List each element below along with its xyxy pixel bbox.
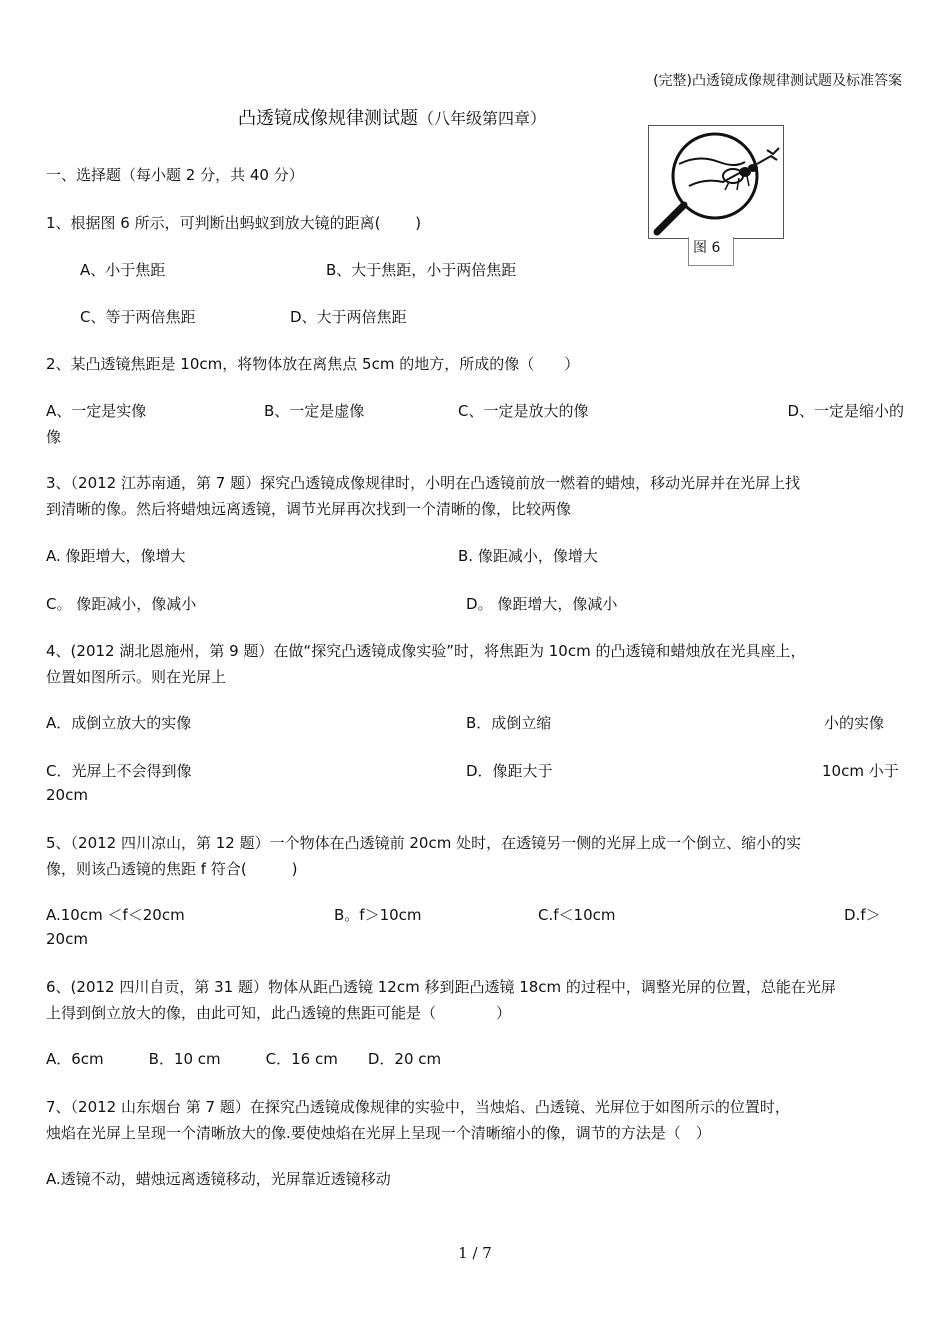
page-number: 1 / 7: [458, 1244, 492, 1262]
question-4-stem-line1: 4、(2012 湖北恩施州，第 9 题）在做“探究凸透镜成像实验”时，将焦距为 10cm 的凸透镜和蜡烛放在光具座上，: [46, 642, 806, 660]
title-main: 凸透镜成像规律测试题: [238, 108, 418, 129]
q1-option-b: B、大于焦距，小于两倍焦距: [326, 261, 517, 279]
q3-option-c: C。 像距减小，像减小: [46, 595, 197, 613]
title-sub: （八年级第四章）: [418, 109, 547, 128]
question-4-stem-line2: 位置如图所示。则在光屏上: [46, 668, 227, 686]
document-header: (完整)凸透镜成像规律测试题及标准答案: [653, 73, 902, 89]
q5-option-b: B。f＞10cm: [334, 906, 422, 924]
question-7-stem-line2: 烛焰在光屏上呈现一个清晰放大的像.要使烛焰在光屏上呈现一个清晰缩小的像，调节的方法是（ ）: [46, 1124, 711, 1142]
q4-option-b-part2: 小的实像: [824, 714, 885, 732]
q6-options: A．6cm B．10 cm C．16 cm D．20 cm: [46, 1050, 442, 1068]
q1-option-c: C、等于两倍焦距: [80, 308, 196, 326]
q4-option-c: C．光屏上不会得到像: [46, 762, 192, 780]
question-6-stem-line2: 上得到倒立放大的像，由此可知，此凸透镜的焦距可能是（ ）: [46, 1004, 512, 1022]
q3-option-a: A. 像距增大，像增大: [46, 547, 186, 565]
question-1-stem: 1、根据图 6 所示，可判断出蚂蚁到放大镜的距离( ): [46, 214, 422, 232]
question-7-stem-line1: 7、（2012 山东烟台 第 7 题）在探究凸透镜成像规律的实验中，当烛焰、凸透镜、光屏位于如图所示的位置时，: [46, 1098, 790, 1116]
q4-option-d-part1: D．像距大于: [466, 762, 553, 780]
q3-option-b: B. 像距减小，像增大: [458, 547, 598, 565]
q2-option-d: D、一定是缩小的: [787, 402, 904, 420]
q3-option-d: D。 像距增大，像减小: [466, 595, 618, 613]
q7-option-a: A.透镜不动，蜡烛远离透镜移动，光屏靠近透镜移动: [46, 1170, 391, 1188]
q5-option-d-part1: D.f＞: [844, 906, 881, 924]
q4-option-b-part1: B．成倒立缩: [466, 714, 552, 732]
figure-caption: 图 6: [688, 237, 734, 266]
question-5-stem-line1: 5、（2012 四川凉山，第 12 题）一个物体在凸透镜前 20cm 处时，在透镜另一侧的光屏上成一个倒立、缩小的实: [46, 834, 802, 852]
question-6-stem-line1: 6、(2012 四川自贡，第 31 题）物体从距凸透镜 12cm 移到距凸透镜 18cm 的过程中，调整光屏的位置，总能在光屏: [46, 978, 836, 996]
q2-option-d-wrap: 像: [46, 428, 62, 446]
q5-option-a: A.10cm ＜f＜20cm: [46, 906, 185, 924]
magnifier-figure: [648, 125, 784, 239]
q4-option-d-part3: 20cm: [46, 786, 88, 804]
q1-option-a: A、小于焦距: [80, 261, 166, 279]
page-title: [238, 104, 546, 130]
q5-option-d-part2: 20cm: [46, 930, 88, 948]
q4-option-a: A．成倒立放大的实像: [46, 714, 192, 732]
question-3-stem-line1: 3、（2012 江苏南通，第 7 题）探究凸透镜成像规律时，小明在凸透镜前放一燃着的蜡烛，移动光屏并在光屏上找: [46, 474, 801, 492]
magnifier-icon: [649, 126, 783, 238]
q1-option-d: D、大于两倍焦距: [290, 308, 407, 326]
question-3-stem-line2: 到清晰的像。然后将蜡烛远离透镜，调节光屏再次找到一个清晰的像，比较两像: [46, 500, 572, 518]
question-2-stem: 2、某凸透镜焦距是 10cm，将物体放在离焦点 5cm 的地方，所成的像（ ）: [46, 355, 580, 373]
q5-option-c: C.f＜10cm: [538, 906, 616, 924]
question-5-stem-line2: 像，则该凸透镜的焦距 f 符合( ): [46, 860, 298, 878]
q2-option-c: C、一定是放大的像: [458, 402, 589, 420]
section-heading: 一、选择题（每小题 2 分，共 40 分）: [46, 166, 304, 184]
q2-option-a: A、一定是实像: [46, 402, 147, 420]
q2-option-b: B、一定是虚像: [264, 402, 365, 420]
q4-option-d-part2: 10cm 小于: [822, 762, 899, 780]
